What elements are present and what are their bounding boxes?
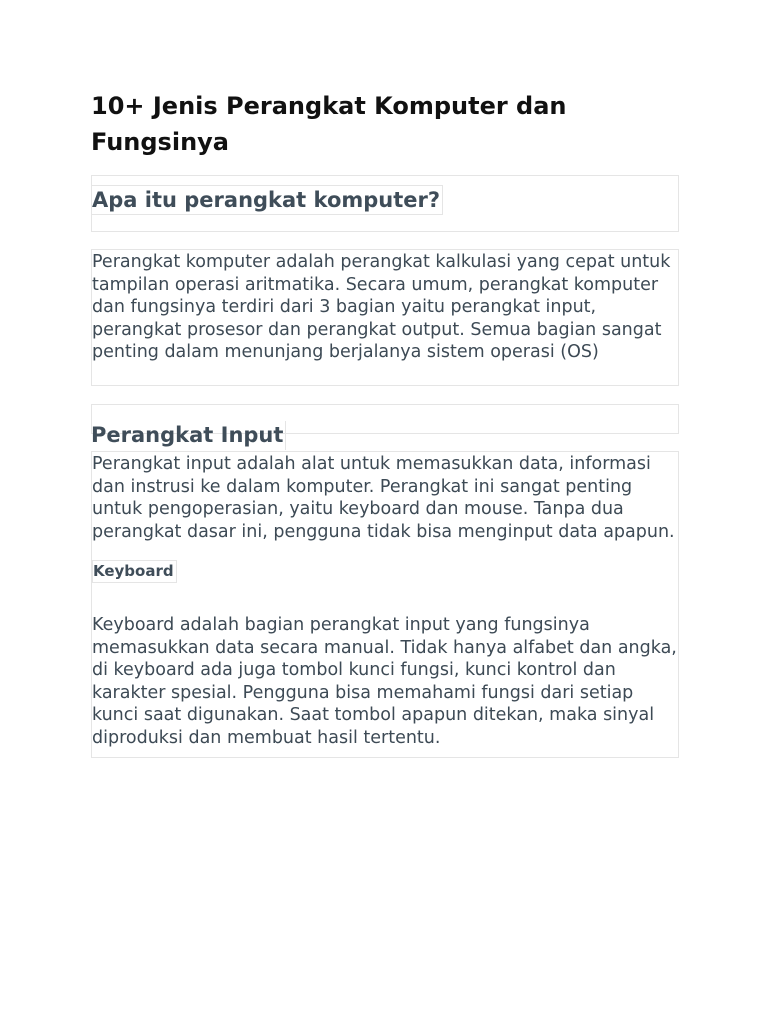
page-title: 10+ Jenis Perangkat Komputer dan Fungsinya <box>91 92 567 156</box>
paragraph-box <box>91 249 679 386</box>
paragraph: Perangkat input adalah alat untuk memasukkan data, informasi dan instrusi ke dalam komputer. Perangkat ini sangat penting untuk pengoperasian, yaitu keyboard dan mouse. Tanpa dua perangkat dasar ini, pengguna tidak bisa menginput data apapun. <box>92 454 675 542</box>
section-heading: Perangkat Input <box>91 421 286 450</box>
section-heading-box <box>91 175 679 232</box>
section-heading-box <box>91 404 679 448</box>
paragraph: Keyboard adalah bagian perangkat input yang fungsinya memasukkan data secara manual. Tidak hanya alfabet dan angka, di keyboard ada juga tombol kunci fungsi, kunci kontrol dan karakter spesial. Pengguna bisa memahami fungsi dari setiap kunci saat digunakan. Saat tombol apapun ditekan, maka sinyal diproduksi dan membuat hasil tertentu. <box>92 615 677 748</box>
paragraph-box <box>91 451 679 758</box>
section-heading: Apa itu perangkat komputer? <box>91 185 443 215</box>
subsection-heading: Keyboard <box>92 560 177 583</box>
paragraph: Perangkat komputer adalah perangkat kalkulasi yang cepat untuk tampilan operasi aritmatika. Secara umum, perangkat komputer dan fungsinya terdiri dari 3 bagian yaitu perangkat input, perangkat prosesor dan perangkat output. Semua bagian sangat penting dalam menunjang berjalanya sistem operasi (OS) <box>92 252 671 362</box>
